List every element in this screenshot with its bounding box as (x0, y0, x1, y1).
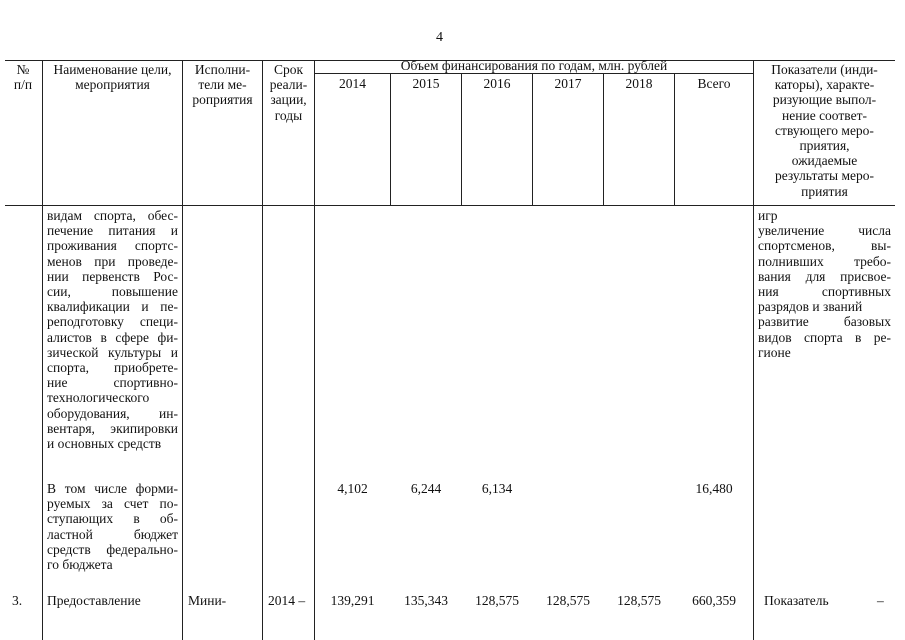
row2-value-2015: 6,244 (410, 481, 442, 496)
year-col-border (674, 73, 675, 205)
row3-value-2018: 128,575 (617, 593, 661, 608)
year-col-border (532, 73, 533, 205)
header-year-2014: 2014 (339, 76, 366, 91)
row2-value-total: 16,480 (695, 481, 733, 496)
row2-name: В том числе форми- руемых за счет по- ступающих в об- ластной бюджет средств федерально- го бюджета (47, 481, 178, 573)
header-num: № п/п (13, 62, 33, 93)
row3-indicator: Показатель (764, 593, 829, 608)
row3-executor: Мини- (188, 593, 227, 608)
header-indicators: Показатели (инди- каторы), характе- ризующие выпол- нение соответ- ствующего меро- приятия, ожидаемые результаты меро- приятия (771, 62, 878, 199)
row3-term: 2014 – (268, 593, 306, 608)
col-border (262, 60, 263, 640)
col-border (182, 60, 183, 640)
row2-value-2016: 6,134 (481, 481, 513, 496)
row3-name: Предоставление (47, 593, 141, 608)
row3-value-2017: 128,575 (546, 593, 590, 608)
row1-indicators: игр увеличение числа спортсменов, вы- полнивших требо- вания для присвое- ния спортивных разрядов и званий развитие базовых видов спорта в ре- гионе (758, 208, 891, 360)
col-border (314, 60, 315, 640)
header-year-2016: 2016 (483, 76, 511, 91)
row3-value-2014: 139,291 (330, 593, 375, 608)
page-number: 4 (436, 30, 443, 45)
year-col-border (603, 73, 604, 205)
year-col-border (461, 73, 462, 205)
header-bottom-border (5, 205, 895, 206)
row2-value-2014: 4,102 (337, 481, 368, 496)
row1-name: видам спорта, обес- печение питания и проживания спортс- менов при проведе- нии первенств Рос- сии, повышение квалификации и пе- реподготовку специ- алистов в сфере фи- зической культуры и спорта, приобрете- ние спортивно- технологического оборудования, ин- вентаря, экипировки и основных средств (47, 208, 178, 452)
year-col-border (390, 73, 391, 205)
row3-dash: – (877, 593, 884, 608)
header-term: Срок реали- зации, годы (269, 62, 308, 123)
header-year-2017: 2017 (554, 76, 582, 91)
header-year-2018: 2018 (625, 76, 653, 91)
col-border (42, 60, 43, 640)
header-funding-title: Объем финансирования по годам, млн. рублей (400, 58, 668, 73)
header-name: Наименование цели, мероприятия (53, 62, 172, 93)
header-year-2015: 2015 (412, 76, 440, 91)
row3-value-2015: 135,343 (404, 593, 448, 608)
row3-value-total: 660,359 (692, 593, 736, 608)
row3-value-2016: 128,575 (475, 593, 519, 608)
header-total: Всего (697, 76, 731, 91)
row3-num: 3. (11, 593, 23, 608)
header-executors: Исполни- тели ме- роприятия (192, 62, 253, 108)
